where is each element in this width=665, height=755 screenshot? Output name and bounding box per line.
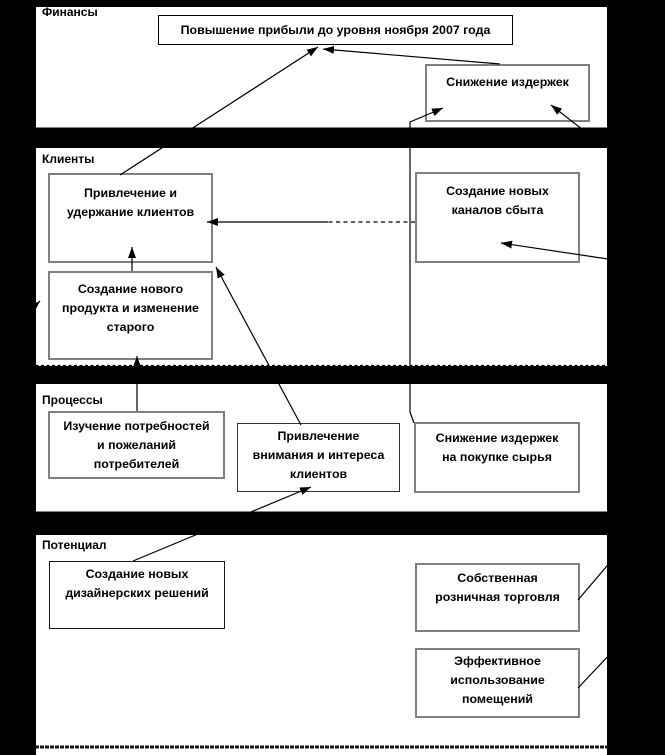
box-text-line: на покупке сырья bbox=[442, 450, 552, 464]
box-text-line: Эффективное bbox=[454, 654, 541, 668]
box-text-line: дизайнерских решений bbox=[65, 586, 209, 600]
box-text-line: каналов сбыта bbox=[451, 203, 544, 217]
box-attract-retain-clients bbox=[48, 173, 213, 263]
box-text-line: продукта и изменение bbox=[62, 301, 199, 315]
box-text-line: Привлечение и bbox=[84, 186, 177, 200]
box-cost-reduction bbox=[425, 64, 590, 122]
box-text-line: и пожеланий bbox=[97, 438, 176, 452]
box-text-line: Создание новых bbox=[446, 184, 549, 198]
box-text-line: внимания и интереса bbox=[252, 448, 385, 462]
box-reduce-raw-material-costs bbox=[414, 422, 580, 493]
box-text-line: клиентов bbox=[289, 467, 348, 481]
section-label-finances: Финансы bbox=[42, 5, 98, 19]
box-text-line: старого bbox=[106, 320, 155, 334]
box-study-consumer-needs bbox=[48, 411, 225, 479]
box-text-line: Изучение потребностей bbox=[63, 419, 210, 433]
box-own-retail-trade bbox=[415, 563, 580, 632]
box-text-line: Привлечение bbox=[277, 429, 360, 443]
box-new-sales-channels bbox=[415, 172, 580, 263]
box-text-line: Создание новых bbox=[85, 567, 189, 581]
section-label-processes: Процессы bbox=[42, 393, 103, 407]
box-new-design-solutions bbox=[49, 561, 225, 629]
box-efficient-premises-use bbox=[415, 648, 580, 718]
box-attract-attention bbox=[237, 423, 400, 492]
box-text-line: удержание клиентов bbox=[66, 205, 195, 219]
section-label-potential: Потенциал bbox=[42, 538, 107, 552]
box-profit-increase bbox=[158, 15, 513, 45]
section-label-clients: Клиенты bbox=[42, 152, 95, 166]
box-text-line: Снижение издержек bbox=[446, 75, 569, 89]
box-new-product bbox=[48, 271, 213, 360]
box-text-line: использование bbox=[450, 673, 545, 687]
box-text-line: розничная торговля bbox=[435, 590, 560, 604]
box-text-line: Собственная bbox=[457, 571, 538, 585]
box-text-line: Создание нового bbox=[77, 282, 184, 296]
box-text-line: потребителей bbox=[93, 457, 180, 471]
box-text-line: Снижение издержек bbox=[435, 431, 559, 445]
box-text-line: помещений bbox=[461, 692, 533, 706]
box-text-line: Повышение прибыли до уровня ноября 2007 года bbox=[180, 23, 491, 37]
